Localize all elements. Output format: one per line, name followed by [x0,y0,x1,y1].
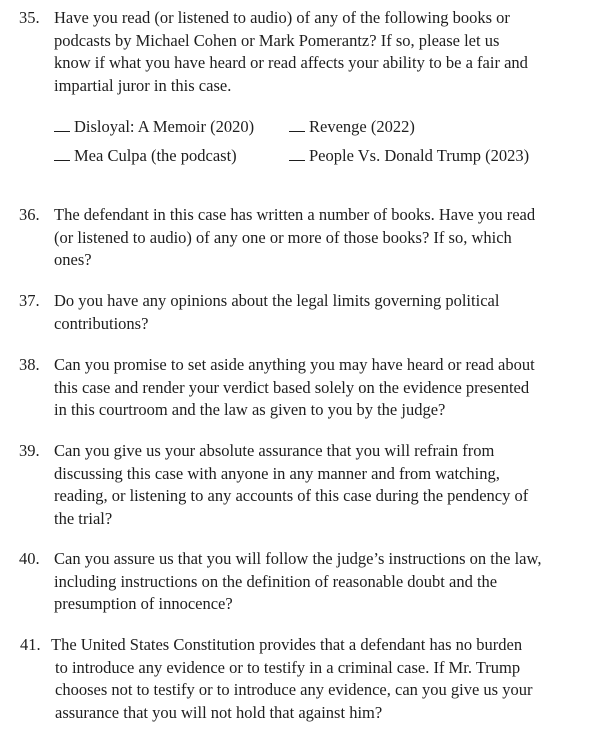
option-mea-culpa [54,145,237,167]
question-line: The defendant in this case has written a number of books. Have you read [54,205,536,224]
question-line: contributions? [54,313,149,333]
question-line: (or listened to audio) of any one or more of those books? If so, which [54,227,512,247]
question-text [54,204,579,272]
question-number: 39. [19,441,40,460]
question-line: Can you give us your absolute assurance that you will refrain from [54,441,495,460]
question-number: 40. [19,549,40,568]
question-line: chooses not to testify or to introduce any evidence, can you give us your [55,680,533,699]
question-line: this case and render your verdict based solely on the evidence presented [54,377,530,397]
question-number: 35. [19,8,40,27]
option-label: People Vs. Donald Trump (2023) [309,146,530,165]
question-line: reading, or listening to any accounts of this case during the pendency of [54,486,529,505]
question-line: the trial? [54,508,113,528]
question-line: ones? [54,250,92,269]
question-line: The United States Constitution provides that a defendant has no burden [51,635,523,654]
question-line: Can you promise to set aside anything you may have heard or read about [54,355,535,374]
checkbox-blank[interactable] [289,119,305,132]
question-line: impartial juror in this case. [54,75,232,95]
checkbox-blank[interactable] [289,148,305,161]
question-text [54,290,579,335]
question-line: in this courtroom and the law as given to you by the judge? [54,400,446,419]
option-label: Revenge (2022) [309,117,415,136]
question-line: assurance that you will not hold that against him? [55,702,383,722]
option-people-vs-trump [289,145,529,167]
question-line: know if what you have heard or read affects your ability to be a fair and [54,53,528,72]
question-line: to introduce any evidence or to testify in a criminal case. If Mr. Trump [55,657,521,677]
question-line: presumption of innocence? [54,594,233,613]
question-text [54,7,579,97]
question-line: Have you read (or listened to audio) of any of the following books or [54,8,510,27]
question-text [54,440,579,530]
question-number: 41. [20,635,41,654]
question-line: including instructions on the definition of reasonable doubt and the [54,571,498,591]
question-line: discussing this case with anyone in any manner and from watching, [54,463,500,483]
question-text [54,354,579,422]
option-label: Disloyal: A Memoir (2020) [74,117,255,136]
checkbox-blank[interactable] [54,148,70,161]
question-number: 37. [19,291,40,310]
option-revenge [289,116,415,138]
question-text [54,548,579,616]
question-line: podcasts by Michael Cohen or Mark Pomerantz? If so, please let us [54,30,500,50]
question-line: Can you assure us that you will follow the judge’s instructions on the law, [54,549,542,568]
question-number: 36. [19,205,40,224]
question-text [51,634,579,724]
option-label: Mea Culpa (the podcast) [74,146,237,165]
checkbox-blank[interactable] [54,119,70,132]
question-line: Do you have any opinions about the legal limits governing political [54,291,500,310]
option-disloyal [54,116,254,138]
question-number: 38. [19,355,40,374]
